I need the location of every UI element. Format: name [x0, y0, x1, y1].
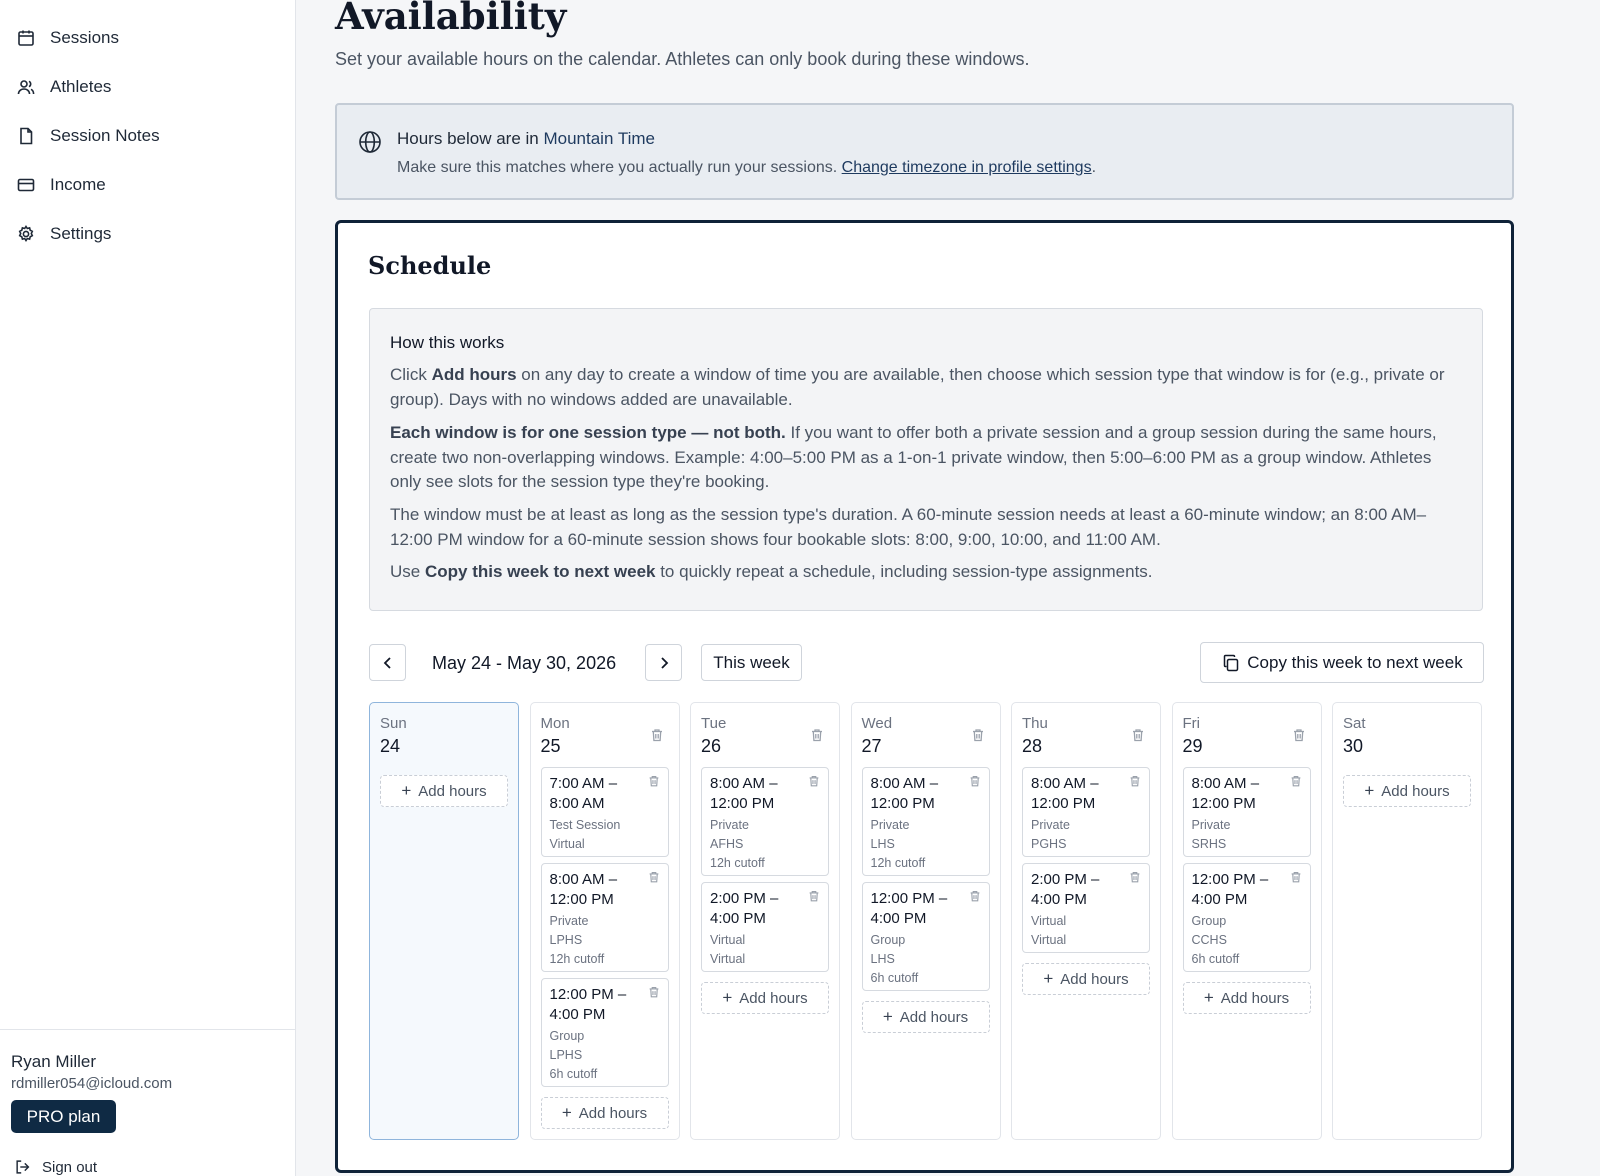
sidebar-item-label: Athletes: [50, 77, 112, 96]
timezone-note: [397, 159, 1096, 177]
delete-window-icon[interactable]: [1128, 774, 1142, 793]
window-meta: Group: [1191, 914, 1227, 928]
window-meta: Private: [1191, 818, 1231, 832]
window-meta: LPHS: [549, 1048, 583, 1062]
how-bold: Each window is for one session type — not both.: [390, 423, 786, 442]
add-hours-label: Add hours: [739, 989, 808, 1007]
day-number: 30: [1343, 736, 1364, 756]
users-icon: [16, 77, 36, 97]
window-meta: Private: [710, 818, 749, 832]
window-meta: 12h cutoff: [549, 952, 605, 966]
next-week-button[interactable]: [645, 644, 682, 681]
window-time: 8:00 AM – 12:00 PM: [1191, 775, 1260, 812]
add-hours-button[interactable]: [701, 982, 829, 1014]
sidebar-item-label: Sessions: [50, 28, 119, 47]
sidebar-item-income[interactable]: [16, 169, 106, 201]
window-meta: Virtual: [1031, 914, 1067, 928]
add-hours-label: Add hours: [418, 782, 487, 800]
sign-out-button[interactable]: [14, 1158, 97, 1176]
day-number: 26: [701, 736, 722, 756]
window-time: 7:00 AM – 8:00 AM: [549, 775, 618, 812]
plan-badge: PRO plan: [11, 1100, 116, 1133]
window-meta: Virtual: [1031, 933, 1067, 947]
day-number: 28: [1022, 736, 1043, 756]
how-paragraph-3: The window must be at least as long as the session type's duration. A 60-minute session needs at least a 60-minute window; an 8:00 AM–12:00 PM window for a 60-minute session shows four bookable slots: 8:00, 9:00, 10:00, and 11:00 AM.: [390, 505, 1427, 549]
window-time: 12:00 PM – 4:00 PM: [870, 890, 948, 927]
day-column-sat: [1332, 702, 1482, 1140]
day-name: Wed: [861, 715, 893, 732]
delete-window-icon[interactable]: [647, 870, 661, 889]
day-number: 25: [540, 736, 561, 756]
window-meta: Test Session: [549, 818, 621, 832]
how-this-works-box: [369, 308, 1483, 611]
sidebar-item-athletes[interactable]: [16, 71, 111, 103]
sidebar-item-label: Settings: [50, 224, 112, 243]
window-meta: Private: [549, 914, 589, 928]
add-hours-label: Add hours: [899, 1008, 969, 1026]
delete-day-icon[interactable]: [809, 727, 825, 748]
how-bold: Add hours: [431, 365, 517, 384]
delete-window-icon[interactable]: [647, 985, 661, 1004]
page-title: Availability: [335, 0, 567, 38]
window-time: 2:00 PM – 4:00 PM: [1031, 871, 1100, 908]
how-paragraph-4: [390, 560, 1460, 585]
window-meta: Group: [870, 933, 906, 947]
window-meta: 12h cutoff: [710, 856, 765, 870]
availability-window[interactable]: [862, 767, 990, 876]
plus-icon: +: [1364, 781, 1375, 800]
sidebar-item-session-notes[interactable]: [16, 120, 160, 152]
timezone-note-text: Make sure this matches where you actually run your sessions.: [397, 159, 842, 176]
delete-window-icon[interactable]: [807, 889, 821, 908]
user-email: rdmiller054@icloud.com: [11, 1075, 173, 1092]
day-column-fri: [1172, 702, 1322, 1140]
window-meta: LHS: [870, 952, 895, 966]
chevron-left-icon: [381, 656, 395, 670]
add-hours-label: Add hours: [1060, 970, 1129, 988]
day-number: 27: [861, 736, 882, 756]
window-meta: Group: [549, 1029, 585, 1043]
user-name: Ryan Miller: [11, 1052, 97, 1071]
availability-window[interactable]: [541, 767, 669, 857]
copy-week-label: Copy this week to next week: [1247, 652, 1463, 672]
window-meta: SRHS: [1191, 837, 1227, 851]
plus-icon: +: [401, 781, 412, 800]
day-name: Fri: [1182, 715, 1200, 732]
week-range: May 24 - May 30, 2026: [432, 653, 617, 673]
delete-window-icon[interactable]: [1289, 870, 1303, 889]
sidebar-item-settings[interactable]: [16, 218, 111, 250]
window-meta: Private: [1031, 818, 1070, 832]
sidebar-item-label: Session Notes: [50, 126, 160, 145]
sidebar-item-label: Income: [50, 175, 106, 194]
add-hours-label: Add hours: [578, 1104, 648, 1122]
availability-window[interactable]: [1022, 863, 1150, 953]
sign-out-label: Sign out: [42, 1158, 98, 1176]
window-meta: LHS: [870, 837, 895, 851]
day-name: Thu: [1022, 715, 1048, 732]
day-name: Mon: [540, 715, 570, 732]
availability-window[interactable]: [862, 882, 990, 991]
copy-icon: [1221, 653, 1241, 673]
add-hours-button[interactable]: [1183, 982, 1311, 1014]
add-hours-button[interactable]: [862, 1001, 990, 1033]
window-meta: Virtual: [549, 837, 585, 851]
delete-window-icon[interactable]: [1289, 774, 1303, 793]
availability-window[interactable]: [1022, 767, 1150, 857]
plus-icon: +: [722, 988, 733, 1007]
sign-out-icon: [14, 1158, 32, 1176]
add-hours-label: Add hours: [1381, 782, 1450, 800]
add-hours-label: Add hours: [1220, 989, 1290, 1007]
schedule-card: [335, 220, 1514, 1173]
how-text: Use: [390, 562, 425, 581]
day-name: Sat: [1343, 715, 1366, 732]
plus-icon: +: [1043, 969, 1054, 988]
window-time: 8:00 AM – 12:00 PM: [710, 775, 778, 812]
availability-window[interactable]: [541, 978, 669, 1087]
plus-icon: +: [1203, 988, 1214, 1007]
delete-window-icon[interactable]: [1128, 870, 1142, 889]
add-hours-button[interactable]: [541, 1097, 669, 1129]
delete-window-icon[interactable]: [807, 774, 821, 793]
day-name: Sun: [380, 715, 407, 732]
window-meta: 6h cutoff: [549, 1067, 598, 1081]
how-text: Click: [390, 365, 432, 384]
how-text: on any day to create a window of time you are available, then choose which session type that window is for (e.g., private or group). Days with no windows added are unavailable.: [390, 365, 1445, 409]
day-column-sun: [369, 702, 519, 1140]
delete-day-icon[interactable]: [649, 727, 665, 748]
window-time: 8:00 AM – 12:00 PM: [1031, 775, 1099, 812]
timezone-prefix: Hours below are in: [397, 129, 544, 148]
chevron-right-icon: [657, 656, 671, 670]
how-text: If you want to offer both a private session and a group session during the same hours, create two non-overlapping windows. Example: 4:00–5:00 PM as a 1-on-1 private window, then 5:00–6:00 PM as a group window. Athletes only see slots for the session type they're booking.: [390, 423, 1437, 491]
add-hours-button[interactable]: [1343, 775, 1471, 807]
window-meta: 6h cutoff: [1191, 952, 1240, 966]
day-number: 29: [1182, 736, 1203, 756]
window-meta: LPHS: [549, 933, 583, 947]
credit-card-icon: [16, 175, 36, 195]
day-column-tue: [690, 702, 840, 1140]
how-paragraph-1: [390, 363, 1460, 412]
availability-window[interactable]: [701, 767, 829, 876]
page-subtitle: Set your available hours on the calendar. Athletes can only book during these windows.: [335, 49, 1030, 69]
delete-window-icon[interactable]: [968, 889, 982, 908]
delete-day-icon[interactable]: [1130, 727, 1146, 748]
window-time: 8:00 AM – 12:00 PM: [870, 775, 939, 812]
gear-icon: [16, 224, 36, 244]
how-title: How this works: [390, 333, 505, 352]
availability-window[interactable]: [1183, 863, 1311, 972]
file-icon: [16, 126, 36, 146]
how-paragraph-2: [390, 421, 1460, 495]
add-hours-button[interactable]: [1022, 963, 1150, 995]
day-column-wed: [851, 702, 1001, 1140]
window-meta: AFHS: [710, 837, 744, 851]
availability-window[interactable]: [701, 882, 829, 972]
window-time: 8:00 AM – 12:00 PM: [549, 871, 618, 908]
sidebar-item-sessions[interactable]: [16, 22, 119, 54]
sidebar-divider: [0, 1029, 296, 1030]
copy-week-button[interactable]: [1200, 642, 1484, 683]
window-meta: Private: [870, 818, 910, 832]
timezone-name: Mountain Time: [543, 129, 655, 148]
availability-window[interactable]: [1183, 767, 1311, 857]
globe-icon: [358, 130, 382, 154]
day-column-mon: [530, 702, 680, 1140]
window-meta: PGHS: [1031, 837, 1067, 851]
window-time: 12:00 PM – 4:00 PM: [549, 986, 627, 1023]
plus-icon: +: [561, 1103, 572, 1122]
prev-week-button[interactable]: [369, 644, 406, 681]
this-week-button[interactable]: This week: [701, 644, 802, 681]
delete-day-icon[interactable]: [1291, 727, 1307, 748]
day-column-thu: [1011, 702, 1161, 1140]
schedule-title: Schedule: [368, 251, 492, 280]
day-name: Tue: [701, 715, 727, 732]
calendar-icon: [16, 28, 36, 48]
timezone-suffix: .: [1091, 159, 1097, 176]
window-meta: CCHS: [1191, 933, 1227, 947]
availability-window[interactable]: [541, 863, 669, 972]
plus-icon: +: [882, 1007, 893, 1026]
window-meta: 6h cutoff: [870, 971, 919, 985]
window-time: 2:00 PM – 4:00 PM: [710, 890, 779, 927]
window-meta: Virtual: [710, 952, 746, 966]
delete-window-icon[interactable]: [968, 774, 982, 793]
change-timezone-link[interactable]: Change timezone in profile settings: [841, 159, 1092, 176]
day-number: 24: [380, 736, 401, 756]
add-hours-button[interactable]: [380, 775, 508, 807]
window-meta: Virtual: [710, 933, 746, 947]
delete-window-icon[interactable]: [647, 774, 661, 793]
timezone-heading: [397, 129, 655, 149]
timezone-notice: [335, 103, 1514, 200]
window-meta: 12h cutoff: [870, 856, 926, 870]
delete-day-icon[interactable]: [970, 727, 986, 748]
sidebar: [0, 0, 296, 1176]
how-bold: Copy this week to next week: [424, 562, 656, 581]
window-time: 12:00 PM – 4:00 PM: [1191, 871, 1269, 908]
how-text: to quickly repeat a schedule, including session-type assignments.: [655, 562, 1153, 581]
